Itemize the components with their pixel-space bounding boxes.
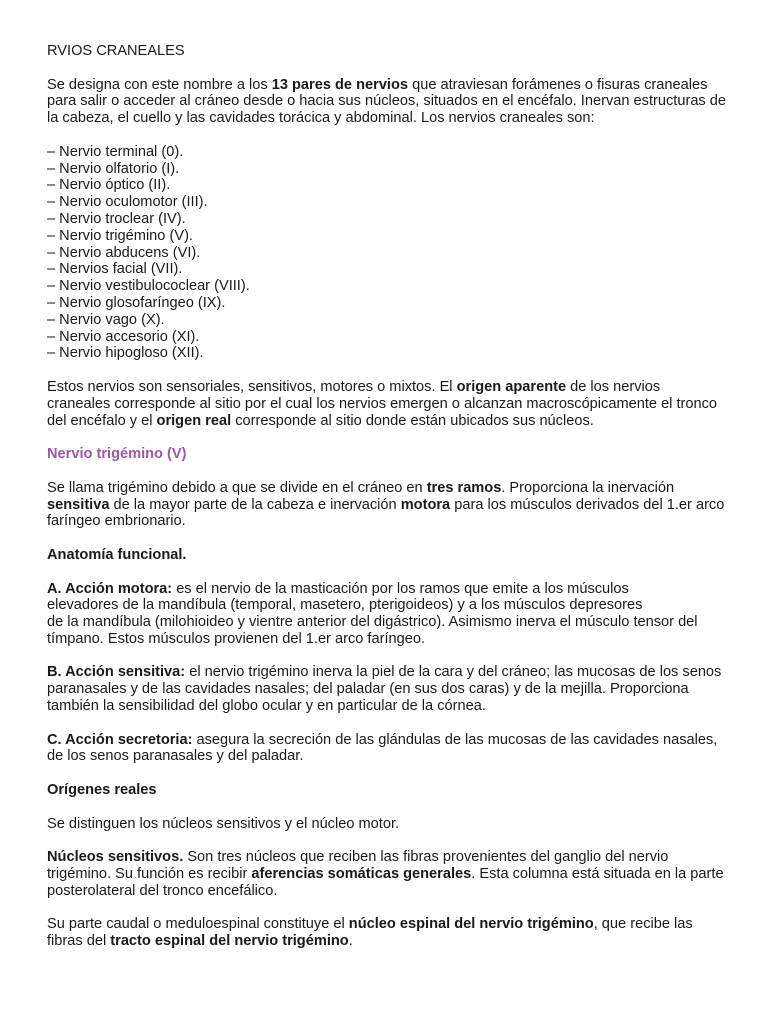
list-item: – Nervio accesorio (XI). bbox=[47, 328, 200, 345]
list-item: – Nervio terminal (0). bbox=[47, 143, 184, 160]
document-page bbox=[47, 43, 727, 967]
document-title: RVIOS CRANEALES bbox=[47, 43, 185, 59]
nerve-list bbox=[47, 144, 727, 362]
accion-sensitiva-paragraph: B. Acción sensitiva: el nervio trigémino inerva la piel de la cara y del cráneo; las mucosas de los senos paranasales y de las cavidades nasales; del paladar (en sus dos caras) y de la mejilla. Proporciona también la sensibilidad del globo ocular y en particular de la córnea. bbox=[47, 664, 722, 715]
list-item: – Nervio vago (X). bbox=[47, 311, 165, 328]
parte-caudal-paragraph: Su parte caudal o meduloespinal constituye el núcleo espinal del nervio trigémino, que recibe las fibras del tracto espinal del nervio trigémino. bbox=[47, 916, 693, 950]
origin-paragraph: Estos nervios son sensoriales, sensitivos, motores o mixtos. El origen aparente de los nervios craneales corresponde al sitio por el cual los nervios emergen o alcanzan macroscópicamente el tronco del encéfalo y el origen real corresponde al sitio donde están ubicados sus núcleos. bbox=[47, 378, 718, 429]
intro-paragraph: Se designa con este nombre a los 13 pares de nervios que atraviesan forámenes o fisuras craneales para salir o acceder al cráneo desde o hacia sus núcleos, situados en el encéfalo. Inervan estructuras de la cabeza, el cuello y las cavidades torácica y abdominal. Los nervios craneales son: bbox=[47, 76, 727, 127]
list-item: – Nervio hipogloso (XII). bbox=[47, 345, 204, 362]
list-item: – Nervio oculomotor (III). bbox=[47, 194, 208, 211]
list-item: – Nervio glosofaríngeo (IX). bbox=[47, 294, 226, 311]
nucleos-sensitivos-paragraph: Núcleos sensitivos. Son tres núcleos que reciben las fibras provenientes del ganglio del nervio trigémino. Su función es recibir aferencias somáticas generales. Esta columna está situada en la parte posterolateral del tronco encefálico. bbox=[47, 849, 724, 899]
list-item: – Nervio abducens (VI). bbox=[47, 244, 201, 261]
heading-origenes-reales: Orígenes reales bbox=[47, 782, 157, 799]
list-item: – Nervio olfatorio (I). bbox=[47, 160, 180, 177]
list-item: – Nervio trigémino (V). bbox=[47, 227, 193, 244]
list-item: – Nervios facial (VII). bbox=[47, 261, 183, 278]
list-item: – Nervio troclear (IV). bbox=[47, 210, 186, 227]
trigemino-intro-paragraph: Se llama trigémino debido a que se divide en el cráneo en tres ramos. Proporciona la inervación sensitiva de la mayor parte de la cabeza e inervación motora para los músculos derivados del 1.er arco faríngeo embrionario. bbox=[47, 479, 725, 530]
nucleos-intro-paragraph: Se distinguen los núcleos sensitivos y el núcleo motor. bbox=[47, 815, 400, 832]
section-heading-trigemino: Nervio trigémino (V) bbox=[47, 446, 187, 463]
heading-anatomia-funcional: Anatomía funcional. bbox=[47, 546, 187, 563]
list-item: – Nervio óptico (II). bbox=[47, 177, 171, 194]
accion-secretoria-paragraph: C. Acción secretoria: asegura la secreción de las glándulas de las mucosas de las cavidades nasales, de los senos paranasales y del paladar. bbox=[47, 731, 718, 765]
list-item: – Nervio vestibulococlear (VIII). bbox=[47, 278, 250, 295]
accion-motora-paragraph: A. Acción motora: es el nervio de la masticación por los ramos que emite a los músculos elevadores de la mandíbula (temporal, masetero, pterigoideos) y a los músculos depresores de la mandíbula (milohioideo y vientre anterior del digástrico). Asimismo inerva el músculo tensor del tímpano. Estos músculos provienen del 1.er arco faríngeo. bbox=[47, 580, 698, 647]
